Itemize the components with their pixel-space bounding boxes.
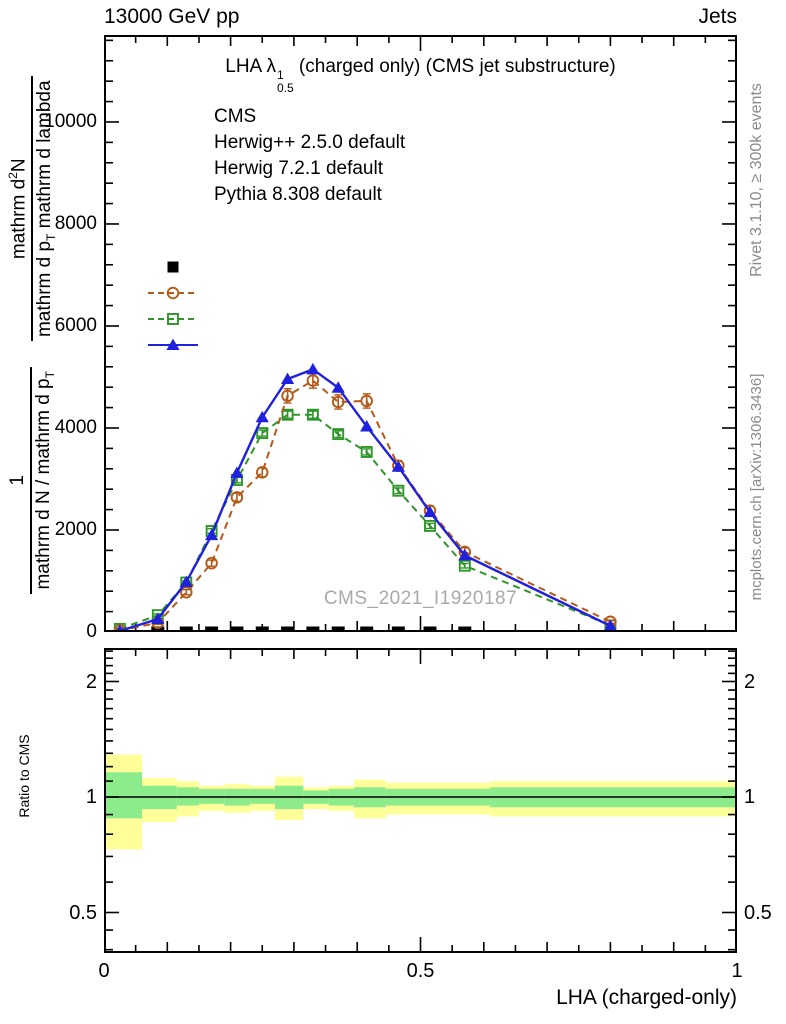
ratio-tick-label-left: 1 (85, 786, 97, 808)
header-beam-energy: 13000 GeV pp (104, 5, 240, 28)
ratio-plot-svg (104, 648, 737, 953)
lambda-superscript: 1 (276, 68, 284, 82)
y-tick-label: 8000 (54, 212, 97, 234)
header-analysis-tag: Jets (698, 5, 737, 28)
x-tick-label: 0.5 (406, 960, 435, 982)
x-tick-label: 1 (731, 960, 743, 982)
legend-label-pythia: Pythia 8.308 default (214, 184, 382, 205)
plot-title-prefix: LHA (225, 56, 267, 77)
cms-marker-icon (146, 108, 200, 126)
ratio-tick-label-left: 2 (85, 670, 97, 693)
legend-row-cms (146, 104, 405, 130)
ratio-tick-label-left: 0.5 (69, 901, 97, 924)
y-tick-label: 0 (86, 621, 97, 642)
legend-row-herwig7 (146, 156, 405, 182)
herwigpp-marker-icon (146, 134, 200, 152)
mcplots-reference-note: mcplots.cern.ch [arXiv:1306.3436] (748, 373, 765, 601)
rivet-version-note: Rivet 3.1.10, ≥ 300k events (748, 83, 765, 277)
x-axis-label: LHA (charged-only) (556, 986, 737, 1009)
lambda-exponents (277, 69, 294, 94)
legend-label-herwig7: Herwig 7.2.1 default (214, 158, 383, 179)
fraction2-numerator: mathrm $d^2N$ (6, 76, 33, 341)
ratio-axis-label: Ratio to CMS (16, 734, 32, 818)
pythia-marker-icon (146, 186, 200, 204)
fraction1-numerator: 1 (7, 367, 32, 594)
ratio-tick-label-right: 1 (744, 786, 756, 808)
fraction2-denominator: mathrm d $p_T$ mathrm d lambda (34, 80, 59, 338)
y-tick-label: 6000 (54, 314, 97, 336)
lambda-symbol: λ (266, 56, 276, 77)
watermark-analysis-id: CMS_2021_I1920187 (323, 588, 518, 609)
lambda-subscript: 0.5 (276, 80, 294, 95)
y-tick-label: 2000 (54, 518, 97, 540)
legend (146, 104, 405, 208)
legend-label-cms: CMS (214, 106, 257, 127)
ratio-tick-label-right: 0.5 (744, 901, 772, 924)
ratio-tick-label-right: 2 (744, 670, 756, 693)
plot-title (104, 56, 737, 94)
y-tick-label: 10000 (44, 110, 97, 132)
legend-label-herwigpp: Herwig++ 2.5.0 default (214, 132, 406, 153)
herwig7-marker-icon (146, 160, 200, 178)
y-axis-label-fraction-1 (7, 367, 57, 594)
fraction1-denominator: mathrm d N / mathrm d $p_T$ (33, 371, 57, 590)
plot-title-suffix: (charged only) (CMS jet substructure) (293, 56, 616, 77)
legend-row-pythia (146, 182, 405, 208)
y-tick-label: 4000 (54, 416, 97, 438)
x-tick-label: 0 (98, 960, 110, 982)
legend-row-herwigpp (146, 130, 405, 156)
